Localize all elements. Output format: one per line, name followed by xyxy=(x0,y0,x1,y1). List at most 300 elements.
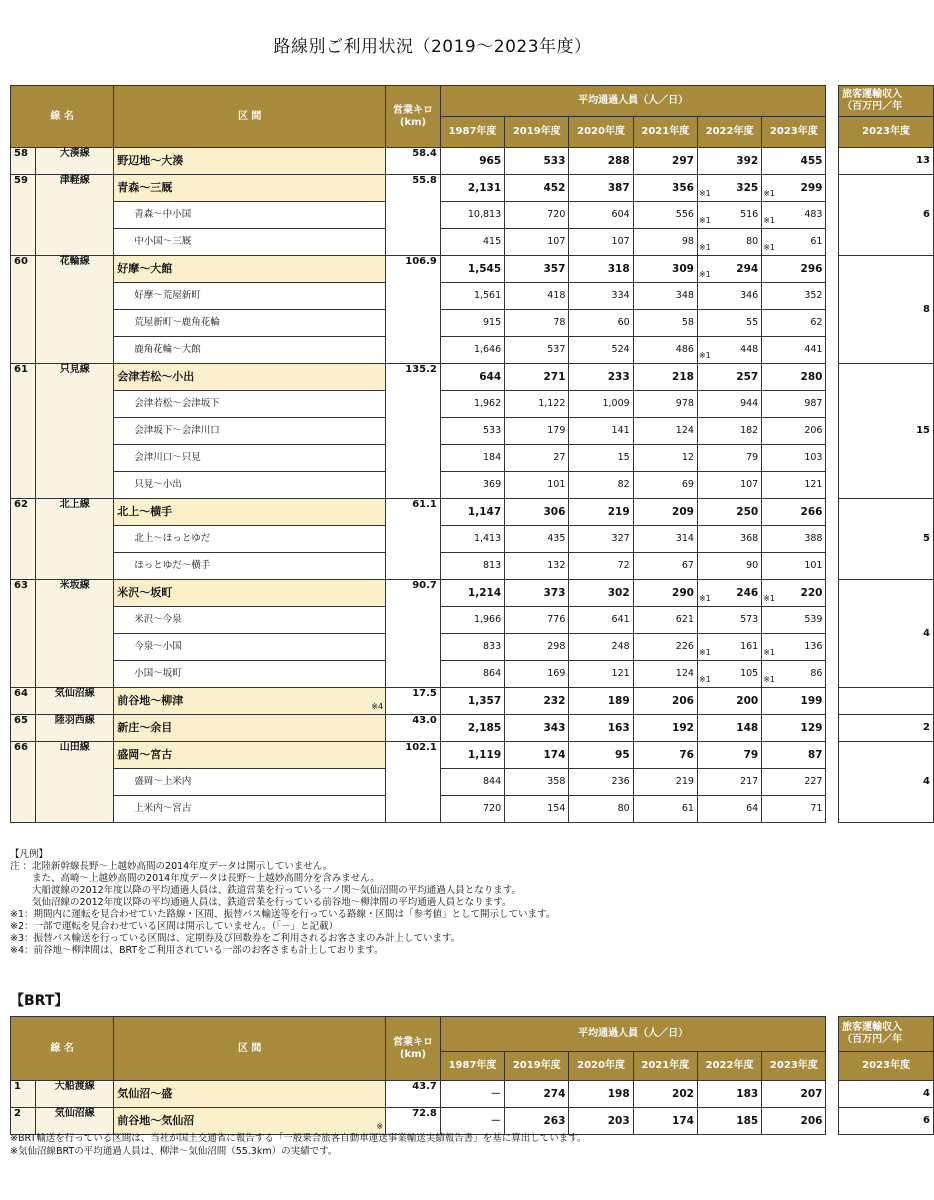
subsection-row xyxy=(11,283,934,310)
route-row xyxy=(11,580,934,607)
subsection-row xyxy=(11,607,934,634)
avg-value: 60 xyxy=(569,310,633,337)
route-row xyxy=(11,688,934,715)
header-section: 区 間 xyxy=(114,1017,386,1081)
avg-value: 198 xyxy=(569,1081,633,1108)
avg-value: 486 xyxy=(633,337,697,364)
header-year: 2020年度 xyxy=(569,1052,633,1081)
route-km: 43.0 xyxy=(386,715,441,742)
section-name: 中小国～三厩 xyxy=(114,229,386,256)
avg-value: 248 xyxy=(569,634,633,661)
revenue-value: 5 xyxy=(839,499,934,580)
route-km: 17.5 xyxy=(386,688,441,715)
route-row xyxy=(11,175,934,202)
route-number: 62 xyxy=(11,499,36,580)
avg-value: 236 xyxy=(569,769,633,796)
avg-value: 813 xyxy=(440,553,504,580)
subsection-row xyxy=(11,229,934,256)
avg-value: 2,185 xyxy=(440,715,504,742)
avg-value: 352 xyxy=(762,283,826,310)
avg-value: 76 xyxy=(633,742,697,769)
avg-value: 27 xyxy=(505,445,569,472)
avg-value: 206 xyxy=(762,1108,826,1135)
header-km: 営業キロ (km) xyxy=(386,86,441,148)
section-name: 前谷地～柳津 ※4 xyxy=(114,688,386,715)
section-name: 只見～小出 xyxy=(114,472,386,499)
section-name: 会津若松～会津坂下 xyxy=(114,391,386,418)
avg-value: 387 xyxy=(569,175,633,202)
avg-value: 69 xyxy=(633,472,697,499)
revenue-value: 2 xyxy=(839,715,934,742)
note-mark: ※1 xyxy=(698,270,711,279)
avg-value: 107 xyxy=(505,229,569,256)
avg-value: 192 xyxy=(633,715,697,742)
avg-value: 1,966 xyxy=(440,607,504,634)
avg-value: 720 xyxy=(505,202,569,229)
avg-value: 415 xyxy=(440,229,504,256)
avg-value: 539 xyxy=(762,607,826,634)
note-mark: ※1 xyxy=(698,216,711,225)
avg-value: 266 xyxy=(762,499,826,526)
gap-cell xyxy=(826,364,839,499)
route-row xyxy=(11,499,934,526)
section-name: 荒屋新町～鹿角花輪 xyxy=(114,310,386,337)
route-number: 63 xyxy=(11,580,36,688)
line-name: 山田線 xyxy=(36,742,114,823)
avg-value: 358 xyxy=(505,769,569,796)
line-name: 米坂線 xyxy=(36,580,114,688)
avg-value: 141 xyxy=(569,418,633,445)
gap-cell xyxy=(826,688,839,715)
avg-value: 1,009 xyxy=(569,391,633,418)
gap-cell xyxy=(826,256,839,364)
section-name: 気仙沼～盛 xyxy=(114,1081,386,1108)
subsection-row xyxy=(11,202,934,229)
avg-value: 217 xyxy=(697,769,761,796)
revenue-value: 4 xyxy=(839,1081,934,1108)
avg-value: 71 xyxy=(762,796,826,823)
section-name: 会津若松～小出 xyxy=(114,364,386,391)
legend-notes xyxy=(10,849,860,957)
route-number: 59 xyxy=(11,175,36,256)
brt-row xyxy=(11,1081,934,1108)
avg-value: 182 xyxy=(697,418,761,445)
avg-value: 309 xyxy=(633,256,697,283)
avg-value: 185 xyxy=(697,1108,761,1135)
gap-cell xyxy=(826,742,839,823)
avg-value: 455 xyxy=(762,148,826,175)
line-name: 津軽線 xyxy=(36,175,114,256)
avg-value: － xyxy=(440,1108,504,1135)
subsection-row xyxy=(11,553,934,580)
brt-row xyxy=(11,1108,934,1135)
note-line: ※気仙沼線BRTの平均通過人員は、柳津～気仙沼間（55.3km）の実績です。 xyxy=(10,1146,338,1157)
avg-value: 132 xyxy=(505,553,569,580)
avg-value: 257 xyxy=(697,364,761,391)
avg-value: 2,131 xyxy=(440,175,504,202)
line-name: 気仙沼線 xyxy=(36,688,114,715)
avg-value: 226 xyxy=(633,634,697,661)
avg-value: 299 ※1 xyxy=(762,175,826,202)
revenue-value: 4 xyxy=(839,580,934,688)
avg-value: 621 xyxy=(633,607,697,634)
gap-cell xyxy=(826,148,839,175)
avg-value: 965 xyxy=(440,148,504,175)
route-number: 64 xyxy=(11,688,36,715)
avg-value: 61 ※1 xyxy=(762,229,826,256)
section-name: 米沢～坂町 xyxy=(114,580,386,607)
avg-value: 314 xyxy=(633,526,697,553)
route-row xyxy=(11,742,934,769)
avg-value: 844 xyxy=(440,769,504,796)
route-number: 58 xyxy=(11,148,36,175)
avg-value: 98 xyxy=(633,229,697,256)
avg-value: 334 xyxy=(569,283,633,310)
avg-value: 297 xyxy=(633,148,697,175)
section-name: 好摩～大館 xyxy=(114,256,386,283)
section-name: 北上～横手 xyxy=(114,499,386,526)
avg-value: 343 xyxy=(505,715,569,742)
header-revenue-year: 2023年度 xyxy=(839,117,934,148)
brt-notes xyxy=(10,1132,586,1158)
section-name: 小国～坂町 xyxy=(114,661,386,688)
note-mark: ※1 xyxy=(763,594,775,603)
avg-value: 1,357 xyxy=(440,688,504,715)
avg-value: 325 ※1 xyxy=(697,175,761,202)
section-name: 前谷地～気仙沼 ※ xyxy=(114,1108,386,1135)
subsection-row xyxy=(11,526,934,553)
note-line: また、高崎～上越妙高間の2014年度データは長野～上越妙高間分を含みません。 xyxy=(10,873,380,884)
avg-value: 58 xyxy=(633,310,697,337)
avg-value: 82 xyxy=(569,472,633,499)
avg-value: 61 xyxy=(633,796,697,823)
note-mark: ※1 xyxy=(763,648,775,657)
avg-value: 776 xyxy=(505,607,569,634)
avg-value: 67 xyxy=(633,553,697,580)
avg-value: 537 xyxy=(505,337,569,364)
line-name: 大船渡線 xyxy=(36,1081,114,1108)
subsection-row xyxy=(11,769,934,796)
avg-value: 556 xyxy=(633,202,697,229)
note-mark: ※1 xyxy=(763,243,775,252)
avg-value: 306 xyxy=(505,499,569,526)
header-revenue: 旅客運輸収入 （百万円／年 xyxy=(839,86,934,117)
avg-value: 978 xyxy=(633,391,697,418)
subsection-row xyxy=(11,337,934,364)
avg-value: 64 xyxy=(697,796,761,823)
header-year: 2020年度 xyxy=(569,117,633,148)
avg-value: 533 xyxy=(505,148,569,175)
avg-value: 1,561 xyxy=(440,283,504,310)
subsection-row xyxy=(11,418,934,445)
route-number: 2 xyxy=(11,1108,36,1135)
avg-value: 72 xyxy=(569,553,633,580)
subsection-row xyxy=(11,796,934,823)
page-title: 路線別ご利用状況（2019～2023年度） xyxy=(273,37,592,57)
gap-cell xyxy=(826,580,839,688)
route-km: 55.8 xyxy=(386,175,441,256)
note-mark: ※4 xyxy=(371,702,384,711)
avg-value: 189 xyxy=(569,688,633,715)
avg-value: 209 xyxy=(633,499,697,526)
note-line: 気仙沼線の2012年度以降の平均通過人員は、鉄道営業を行っている前谷地～柳津間の平均通過人員となります。 xyxy=(10,897,512,908)
brt-table-wrap xyxy=(10,1016,930,1135)
avg-value: 184 xyxy=(440,445,504,472)
avg-value: 944 xyxy=(697,391,761,418)
header-avg: 平均通過人員（人／日） xyxy=(440,86,826,117)
avg-value: 105 ※1 xyxy=(697,661,761,688)
subsection-row xyxy=(11,472,934,499)
line-name: 大湊線 xyxy=(36,148,114,175)
avg-value: 348 xyxy=(633,283,697,310)
avg-value: 163 xyxy=(569,715,633,742)
avg-value: 356 xyxy=(633,175,697,202)
avg-value: 124 xyxy=(633,418,697,445)
route-number: 65 xyxy=(11,715,36,742)
avg-value: 1,413 xyxy=(440,526,504,553)
avg-value: 271 xyxy=(505,364,569,391)
avg-value: 516 ※1 xyxy=(697,202,761,229)
header-year: 2019年度 xyxy=(505,1052,569,1081)
header-line: 線 名 xyxy=(11,86,114,148)
route-km: 90.7 xyxy=(386,580,441,688)
avg-value: 280 xyxy=(762,364,826,391)
route-row xyxy=(11,148,934,175)
avg-value: 290 xyxy=(633,580,697,607)
route-number: 1 xyxy=(11,1081,36,1108)
subsection-row xyxy=(11,661,934,688)
note-mark: ※1 xyxy=(698,648,711,657)
revenue-value: 15 xyxy=(839,364,934,499)
avg-value: 288 xyxy=(569,148,633,175)
section-name: 会津川口～只見 xyxy=(114,445,386,472)
section-name: 盛岡～宮古 xyxy=(114,742,386,769)
avg-value: 79 xyxy=(697,445,761,472)
header-revenue-year: 2023年度 xyxy=(839,1052,934,1081)
header-year: 2022年度 xyxy=(697,117,761,148)
revenue-value: 4 xyxy=(839,742,934,823)
section-name: 青森～中小国 xyxy=(114,202,386,229)
note-mark: ※1 xyxy=(698,243,711,252)
note-mark: ※1 xyxy=(763,216,775,225)
subsection-row xyxy=(11,634,934,661)
header-year: 1987年度 xyxy=(440,117,504,148)
revenue-value: 6 xyxy=(839,175,934,256)
header-section: 区 間 xyxy=(114,86,386,148)
section-name: 今泉～小国 xyxy=(114,634,386,661)
section-name: 盛岡～上米内 xyxy=(114,769,386,796)
avg-value: 12 xyxy=(633,445,697,472)
subsection-row xyxy=(11,445,934,472)
avg-value: 524 xyxy=(569,337,633,364)
avg-value: 129 xyxy=(762,715,826,742)
avg-value: 533 xyxy=(440,418,504,445)
route-km: 106.9 xyxy=(386,256,441,364)
route-km: 135.2 xyxy=(386,364,441,499)
main-table xyxy=(10,85,934,823)
avg-value: － xyxy=(440,1081,504,1108)
avg-value: 327 xyxy=(569,526,633,553)
avg-value: 227 xyxy=(762,769,826,796)
route-km: 61.1 xyxy=(386,499,441,580)
route-number: 66 xyxy=(11,742,36,823)
note-line: ※3：振替バス輸送を行っている区間は、定期券及び回数券をご利用されるお客さまのみ計上しています。 xyxy=(10,933,461,944)
avg-value: 1,122 xyxy=(505,391,569,418)
avg-value: 441 xyxy=(762,337,826,364)
route-row xyxy=(11,256,934,283)
header-year: 2023年度 xyxy=(762,117,826,148)
avg-value: 418 xyxy=(505,283,569,310)
avg-value: 233 xyxy=(569,364,633,391)
avg-value: 720 xyxy=(440,796,504,823)
note-mark: ※1 xyxy=(698,189,711,198)
avg-value: 1,214 xyxy=(440,580,504,607)
route-km: 72.8 xyxy=(386,1108,441,1135)
note-mark: ※1 xyxy=(698,594,711,603)
line-name: 陸羽西線 xyxy=(36,715,114,742)
avg-value: 15 xyxy=(569,445,633,472)
avg-value: 483 ※1 xyxy=(762,202,826,229)
avg-value: 294 ※1 xyxy=(697,256,761,283)
avg-value: 373 xyxy=(505,580,569,607)
header-year: 2022年度 xyxy=(697,1052,761,1081)
route-km: 43.7 xyxy=(386,1081,441,1108)
note-line: 注 ：北陸新幹線長野～上越妙高間の2014年度データは開示していません。 xyxy=(10,861,333,872)
avg-value: 220 ※1 xyxy=(762,580,826,607)
route-km: 102.1 xyxy=(386,742,441,823)
gap-cell xyxy=(826,1081,839,1108)
header-gap xyxy=(826,86,839,148)
avg-value: 200 xyxy=(697,688,761,715)
avg-value: 263 xyxy=(505,1108,569,1135)
avg-value: 915 xyxy=(440,310,504,337)
avg-value: 62 xyxy=(762,310,826,337)
route-row xyxy=(11,715,934,742)
revenue-value: 6 xyxy=(839,1108,934,1135)
avg-value: 388 xyxy=(762,526,826,553)
avg-value: 641 xyxy=(569,607,633,634)
avg-value: 1,646 xyxy=(440,337,504,364)
avg-value: 79 xyxy=(697,742,761,769)
avg-value: 1,119 xyxy=(440,742,504,769)
header-gap xyxy=(826,1017,839,1081)
main-table-wrap xyxy=(10,85,930,823)
section-name: 野辺地～大湊 xyxy=(114,148,386,175)
avg-value: 274 xyxy=(505,1081,569,1108)
header-revenue: 旅客運輸収入 （百万円／年 xyxy=(839,1017,934,1052)
note-line: ※1：期間内に運転を見合わせていた路線・区間、振替バス輸送等を行っている路線・区間は「参考値」として開示しています。 xyxy=(10,909,556,920)
avg-value: 174 xyxy=(633,1108,697,1135)
section-name: 米沢～今泉 xyxy=(114,607,386,634)
avg-value: 318 xyxy=(569,256,633,283)
avg-value: 452 xyxy=(505,175,569,202)
gap-cell xyxy=(826,715,839,742)
avg-value: 296 xyxy=(762,256,826,283)
avg-value: 298 xyxy=(505,634,569,661)
avg-value: 207 xyxy=(762,1081,826,1108)
avg-value: 80 ※1 xyxy=(697,229,761,256)
avg-value: 987 xyxy=(762,391,826,418)
avg-value: 90 xyxy=(697,553,761,580)
avg-value: 80 xyxy=(569,796,633,823)
gap-cell xyxy=(826,1108,839,1135)
revenue-value xyxy=(839,688,934,715)
avg-value: 121 xyxy=(762,472,826,499)
avg-value: 368 xyxy=(697,526,761,553)
note-mark: ※1 xyxy=(698,351,711,360)
avg-value: 107 xyxy=(569,229,633,256)
revenue-value: 13 xyxy=(839,148,934,175)
avg-value: 10,813 xyxy=(440,202,504,229)
avg-value: 357 xyxy=(505,256,569,283)
avg-value: 103 xyxy=(762,445,826,472)
route-number: 60 xyxy=(11,256,36,364)
brt-table xyxy=(10,1016,934,1135)
section-name: 北上～ほっとゆだ xyxy=(114,526,386,553)
note-line: 大船渡線の2012年度以降の平均通過人員は、鉄道営業を行っている一ノ関～気仙沼間の平均通過人員となります。 xyxy=(10,885,521,896)
avg-value: 346 xyxy=(697,283,761,310)
avg-value: 1,545 xyxy=(440,256,504,283)
avg-value: 206 xyxy=(633,688,697,715)
subsection-row xyxy=(11,310,934,337)
note-mark: ※1 xyxy=(763,189,775,198)
header-km: 営業キロ (km) xyxy=(386,1017,441,1081)
note-mark: ※1 xyxy=(698,675,711,684)
section-name: 青森～三厩 xyxy=(114,175,386,202)
avg-value: 1,962 xyxy=(440,391,504,418)
note-line: ※2：一部で運転を見合わせている区間は開示していません。（「－」と記載） xyxy=(10,921,339,932)
avg-value: 219 xyxy=(633,769,697,796)
avg-value: 218 xyxy=(633,364,697,391)
gap-cell xyxy=(826,175,839,256)
avg-value: 219 xyxy=(569,499,633,526)
avg-value: 124 xyxy=(633,661,697,688)
avg-value: 202 xyxy=(633,1081,697,1108)
line-name: 花輪線 xyxy=(36,256,114,364)
section-name: ほっとゆだ～横手 xyxy=(114,553,386,580)
avg-value: 78 xyxy=(505,310,569,337)
avg-value: 55 xyxy=(697,310,761,337)
avg-value: 250 xyxy=(697,499,761,526)
header-line: 線 名 xyxy=(11,1017,114,1081)
route-number: 61 xyxy=(11,364,36,499)
avg-value: 203 xyxy=(569,1108,633,1135)
line-name: 只見線 xyxy=(36,364,114,499)
avg-value: 864 xyxy=(440,661,504,688)
gap-cell xyxy=(826,499,839,580)
avg-value: 101 xyxy=(505,472,569,499)
avg-value: 161 ※1 xyxy=(697,634,761,661)
avg-value: 206 xyxy=(762,418,826,445)
avg-value: 232 xyxy=(505,688,569,715)
route-km: 58.4 xyxy=(386,148,441,175)
avg-value: 95 xyxy=(569,742,633,769)
avg-value: 179 xyxy=(505,418,569,445)
note-line: ※4：前谷地～柳津間は、BRTをご利用されている一部のお客さまも計上しております。 xyxy=(10,945,384,956)
revenue-value: 8 xyxy=(839,256,934,364)
avg-value: 644 xyxy=(440,364,504,391)
header-year: 2019年度 xyxy=(505,117,569,148)
avg-value: 121 xyxy=(569,661,633,688)
avg-value: 1,147 xyxy=(440,499,504,526)
brt-section-label: 【BRT】 xyxy=(10,993,69,1009)
avg-value: 183 xyxy=(697,1081,761,1108)
avg-value: 604 xyxy=(569,202,633,229)
avg-value: 573 xyxy=(697,607,761,634)
avg-value: 302 xyxy=(569,580,633,607)
note-line: 【凡例】 xyxy=(10,849,49,860)
note-line: ※BRT輸送を行っている区間は、当社が国土交通省に報告する「一般乗合旅客自動車運送事業輸送実績報告書」を基に算出しています。 xyxy=(10,1133,587,1144)
